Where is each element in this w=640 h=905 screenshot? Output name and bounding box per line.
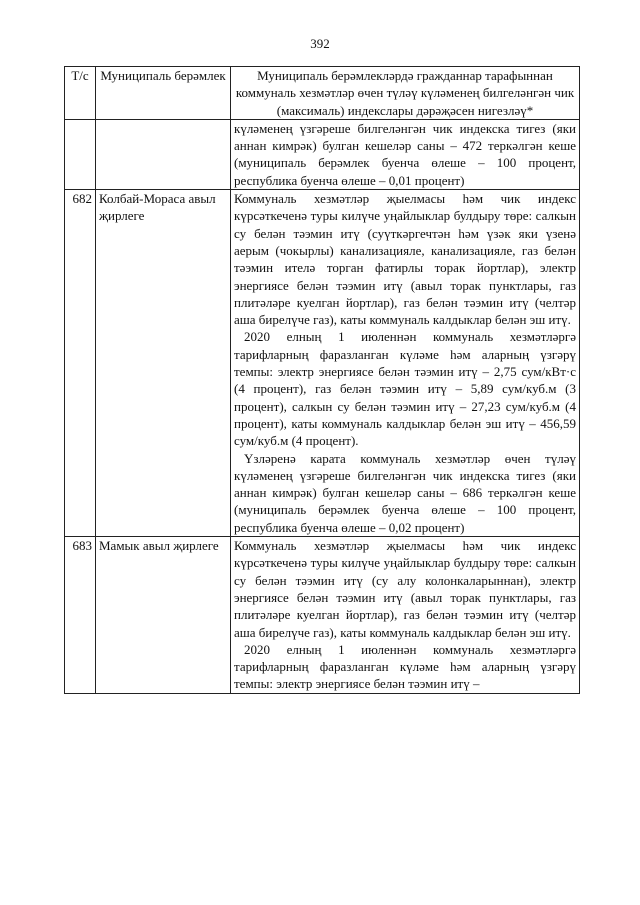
municipality-name: Колбай-Мораса авыл җирлеге: [96, 190, 231, 537]
header-description: Муниципаль берәмлекләрдә гражданнар тарафыннан коммуналь хезмәтләр өчен түләү күләменең билгеләнгән чик (максималь) индекслары дәрәҗәсен нигезләү*: [231, 67, 580, 120]
row-paragraph: Үзләренә карата коммуналь хезмәтләр өчен түләү күләменең үзгәреше билгеләнгән чик индекска тигез (яки аннан кимрәк) булган кешеләр саны – 686 теркәлгән кеше (муниципаль берәмлек буенча өлеше – 100 процент, республика буенча өлеше – 0,02 процент): [234, 450, 576, 535]
table-row: [65, 537, 580, 694]
row-paragraph: 2020 елның 1 июленнән коммуналь хезмәтләргә тарифларның фаразланган күләме һәм аларның үзгәрү темпы: электр энергиясе белән тәэмин итү – 2,75 сум/кВт·с (4 процент), газ белән тәэмин итү – 5,89 сум/куб.м (3 процент), салкын су белән тәэмин итү – 27,23 сум/куб.м (4 процент), каты коммуналь калдыклар белән эш итү – 456,59 сум/куб.м (4 процент).: [234, 329, 576, 449]
row-number: 682: [65, 190, 96, 537]
row-paragraph: Коммуналь хезмәтләр җыелмасы һәм чик индекс күрсәткеченә туры килүче уңайлыклар булдыру төре: салкын су белән тәэмин итү (суүткәргечтән һәм үзәк яки үзенә аерым (чокырлы) канализацияле, канализацияле, газ белән тәэмин ителә торган фатирлы торак йортлар), электр энергиясе белән тәэмин итү (авыл торак пунктлары, газ плитәләре куелган йортлар), газ белән тәэмин итү (челтәр аша бирелүче газ), каты коммуналь калдыклар белән эш итү.: [234, 191, 576, 328]
municipality-name: Мамык авыл җирлеге: [96, 537, 231, 694]
table-header-row: [65, 67, 580, 120]
header-municipality: Муниципаль берәмлек: [96, 67, 231, 120]
header-number: Т/с: [65, 67, 96, 120]
page-number: 392: [310, 36, 330, 51]
row-paragraph: Коммуналь хезмәтләр җыелмасы һәм чик индекс күрсәткеченә туры килүче уңайлыклар булдыру төре: салкын су белән тәэмин итү (су алу колонкаларыннан), электр энергиясе белән тәэмин итү (авыл торак пунктлары, газ плитәләре куелган йортлар), газ белән тәэмин итү (челтәр аша бирелүче газ), каты коммуналь калдыклар белән эш итү.: [234, 538, 576, 640]
row-paragraph: 2020 елның 1 июленнән коммуналь хезмәтләргә тарифларның фаразланган күләме һәм аларның үзгәрү темпы: электр энергиясе белән тәэмин итү –: [234, 641, 576, 692]
row-number: 683: [65, 537, 96, 694]
continuation-row: [65, 119, 580, 189]
table-row: [65, 190, 580, 537]
continuation-text: күләменең үзгәреше билгеләнгән чик индекска тигез (яки аннан кимрәк) булган кешеләр саны – 472 теркәлгән кеше (муниципаль берәмлек буенча өлеше – 100 процент, республика буенча өлеше – 0,01 процент): [234, 120, 576, 188]
indices-table: [64, 66, 580, 694]
